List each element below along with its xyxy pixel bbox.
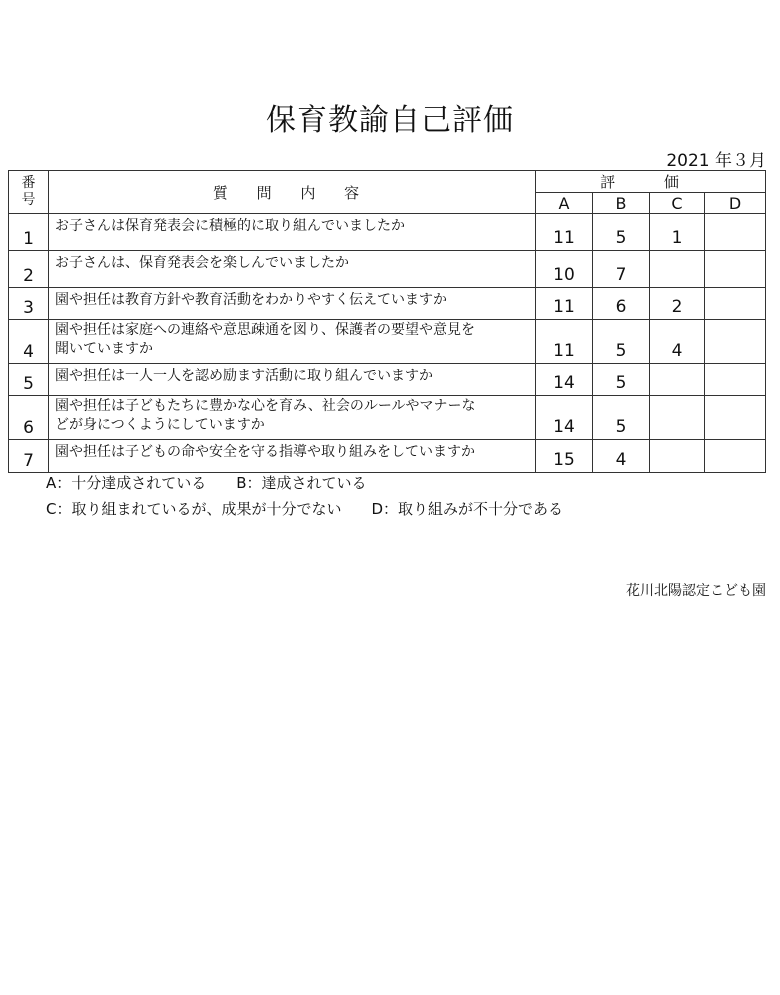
table-row xyxy=(9,214,766,251)
header-number xyxy=(9,171,49,214)
question-line: どが身につくようにしていますか xyxy=(55,417,265,433)
header-number-line-2: 号 xyxy=(21,192,36,208)
value-a: 11 xyxy=(536,214,593,251)
header-col-c: C xyxy=(650,193,705,214)
row-number: 2 xyxy=(9,251,49,288)
value-d xyxy=(705,396,766,440)
table-row xyxy=(9,396,766,440)
question-line: 園や担任は家庭への連絡や意思疎通を図り、保護者の要望や意見を xyxy=(55,322,475,338)
value-d xyxy=(705,288,766,320)
date-label: 2021 年３月 xyxy=(666,151,766,171)
row-number: 3 xyxy=(9,288,49,320)
question-line: 園や担任は教育方針や教育活動をわかりやすく伝えていますか xyxy=(55,292,447,308)
value-c: 4 xyxy=(650,320,705,364)
row-question xyxy=(49,214,536,251)
question-line: 園や担任は子どもたちに豊かな心を育み、社会のルールやマナーな xyxy=(55,398,476,414)
row-question xyxy=(49,396,536,440)
row-number: 6 xyxy=(9,396,49,440)
row-question xyxy=(49,364,536,396)
row-question xyxy=(49,288,536,320)
header-question: 質 問 内 容 xyxy=(49,171,536,214)
value-d xyxy=(705,440,766,473)
question-line: 園や担任は子どもの命や安全を守る指導や取り組みをしていますか xyxy=(55,444,475,460)
row-number: 4 xyxy=(9,320,49,364)
value-a: 14 xyxy=(536,364,593,396)
row-question xyxy=(49,251,536,288)
value-c xyxy=(650,440,705,473)
value-b: 5 xyxy=(593,396,650,440)
row-number: 7 xyxy=(9,440,49,473)
table-row xyxy=(9,364,766,396)
value-d xyxy=(705,251,766,288)
evaluation-table xyxy=(8,170,766,473)
value-b: 5 xyxy=(593,214,650,251)
question-line: お子さんは保育発表会に積極的に取り組んでいましたか xyxy=(55,218,405,234)
value-d xyxy=(705,214,766,251)
value-b: 4 xyxy=(593,440,650,473)
table-row xyxy=(9,288,766,320)
value-b: 7 xyxy=(593,251,650,288)
value-d xyxy=(705,320,766,364)
value-c xyxy=(650,251,705,288)
value-b: 5 xyxy=(593,364,650,396)
header-col-b: B xyxy=(593,193,650,214)
value-a: 10 xyxy=(536,251,593,288)
table-row xyxy=(9,320,766,364)
value-b: 6 xyxy=(593,288,650,320)
row-number: 5 xyxy=(9,364,49,396)
table-row xyxy=(9,440,766,473)
header-col-a: A xyxy=(536,193,593,214)
header-col-d: D xyxy=(705,193,766,214)
question-line: 聞いていますか xyxy=(55,341,153,357)
organization-name: 花川北陽認定こども園 xyxy=(626,583,766,599)
row-question xyxy=(49,320,536,364)
row-number: 1 xyxy=(9,214,49,251)
row-question xyxy=(49,440,536,473)
header-evaluation: 評 価 xyxy=(536,171,766,193)
value-b: 5 xyxy=(593,320,650,364)
value-c: 2 xyxy=(650,288,705,320)
value-c xyxy=(650,396,705,440)
value-a: 11 xyxy=(536,320,593,364)
question-line: お子さんは、保育発表会を楽しんでいましたか xyxy=(55,255,349,271)
header-number-line-1: 番 xyxy=(21,175,36,191)
value-a: 14 xyxy=(536,396,593,440)
value-c xyxy=(650,364,705,396)
legend-line-1: A：十分達成されている B：達成されている xyxy=(46,474,367,492)
page-title: 保育教諭自己評価 xyxy=(266,103,514,138)
value-d xyxy=(705,364,766,396)
value-a: 15 xyxy=(536,440,593,473)
value-a: 11 xyxy=(536,288,593,320)
legend-line-2: C：取り組まれているが、成果が十分でない D：取り組みが不十分である xyxy=(46,500,564,518)
question-line: 園や担任は一人一人を認め励ます活動に取り組んでいますか xyxy=(55,368,433,384)
value-c: 1 xyxy=(650,214,705,251)
table-row xyxy=(9,251,766,288)
